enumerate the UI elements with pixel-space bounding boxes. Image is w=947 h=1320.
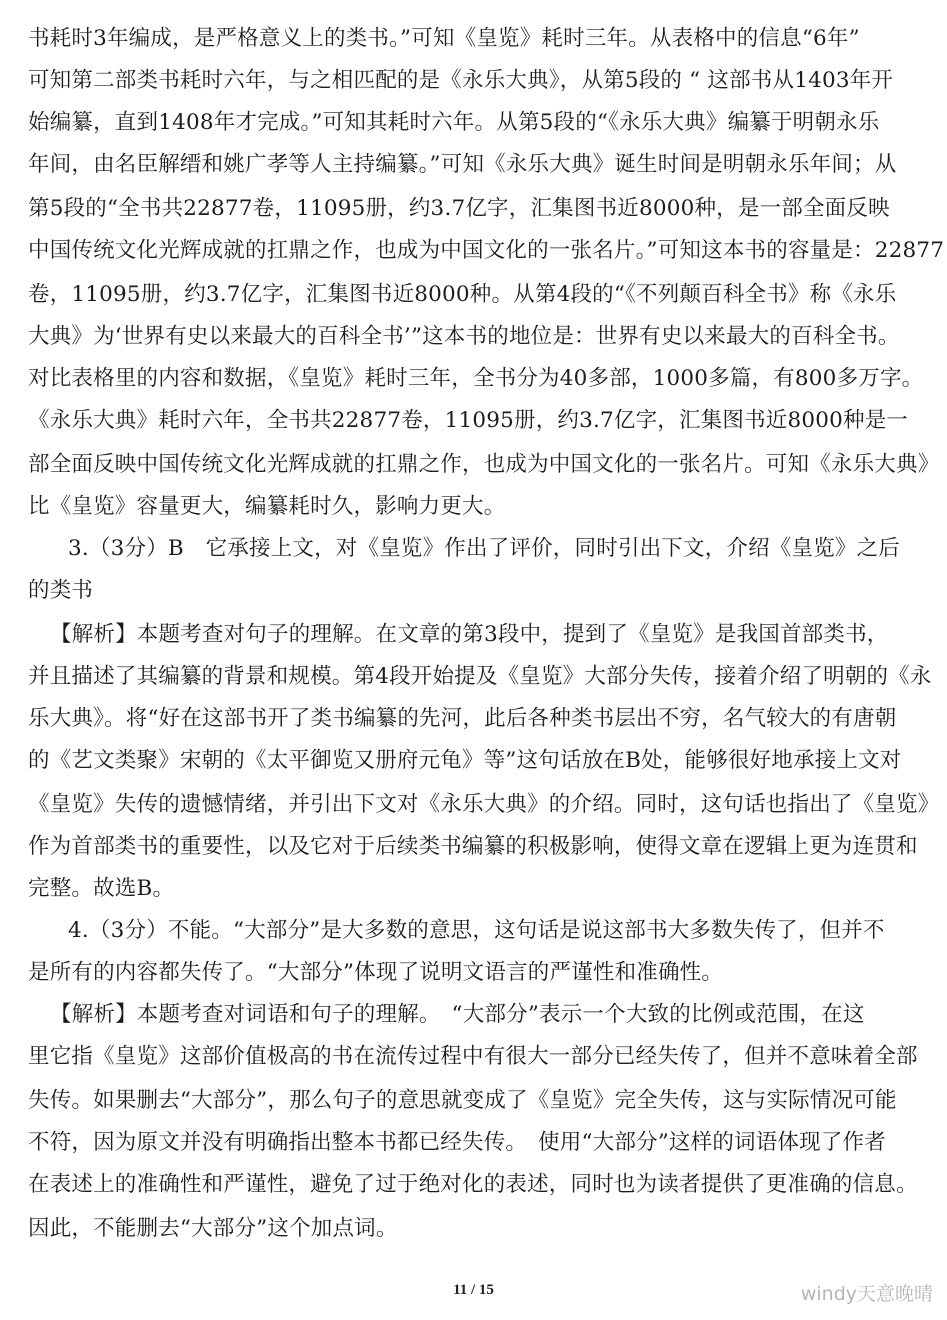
answer-4: 4.（3分）不能。“大部分”是大多数的意思，这句话是说这部书大多数失传了，但并不 [68, 918, 885, 943]
body-line: 书耗时3年编成，是严格意义上的类书。”可知《皇览》耗时三年。从表格中的信息“6年” [28, 26, 860, 51]
page-number: 11 / 15 [453, 1282, 494, 1298]
body-line: 完整。故选B。 [28, 876, 175, 901]
body-line: 卷，11095册，约3.7亿字，汇集图书近8000种。从第4段的“《不列颠百科全书》称《永乐 [28, 282, 897, 307]
body-line: 里它指《皇览》这部价值极高的书在流传过程中有很大一部分已经失传了，但并不意味着全部 [28, 1044, 918, 1069]
body-line: 年间，由名臣解缙和姚广孝等人主持编纂。”可知《永乐大典》诞生时间是明朝永乐年间；从 [28, 152, 897, 177]
body-line: 对比表格里的内容和数据，《皇览》耗时三年，全书分为40多部，1000多篇，有800多万字。 [28, 366, 924, 391]
body-line: 作为首部类书的重要性，以及它对于后续类书编纂的积极影响，使得文章在逻辑上更为连贯和 [28, 834, 918, 859]
answer-3: 3.（3分）B 它承接上文，对《皇览》作出了评价，同时引出下文，介绍《皇览》之后 [68, 536, 900, 561]
body-line: 乐大典》。将“好在这部书开了类书编纂的先河，此后各种类书层出不穷，名气较大的有唐朝 [28, 706, 897, 731]
body-line: 中国传统文化光辉成就的扛鼎之作，也成为中国文化的一张名片。”可知这本书的容量是：22877 [28, 238, 945, 263]
body-line: 是所有的内容都失传了。“大部分”体现了说明文语言的严谨性和准确性。 [28, 960, 724, 985]
body-line: 因此，不能删去“大部分”这个加点词。 [28, 1216, 398, 1241]
body-line: 在表述上的准确性和严谨性，避免了过于绝对化的表述，同时也为读者提供了更准确的信息。 [28, 1172, 918, 1197]
body-line: 部全面反映中国传统文化光辉成就的扛鼎之作，也成为中国文化的一张名片。可知《永乐大典》 [28, 452, 940, 477]
body-line: 比《皇览》容量更大，编纂耗时久，影响力更大。 [28, 494, 506, 519]
body-line: 第5段的“全书共22877卷，11095册，约3.7亿字，汇集图书近8000种，是一部全面反映 [28, 196, 890, 221]
body-line: 始编纂，直到1408年才完成。”可知其耗时六年。从第5段的“《永乐大典》编纂于明朝永乐 [28, 110, 880, 135]
body-line: 《永乐大典》耗时六年，全书共22877卷，11095册，约3.7亿字，汇集图书近8000种是一 [28, 408, 909, 433]
body-line: 的《艺文类聚》宋朝的《太平御览又册府元龟》等”这句话放在B处，能够很好地承接上文对 [28, 748, 902, 773]
body-line: 不符，因为原文并没有明确指出整本书都已经失传。 使用“大部分”这样的词语体现了作者 [28, 1130, 886, 1155]
body-line: 并且描述了其编纂的背景和规模。第4段开始提及《皇览》大部分失传，接着介绍了明朝的《永 [28, 664, 932, 689]
body-line: 失传。如果删去“大部分”，那么句子的意思就变成了《皇览》完全失传，这与实际情况可能 [28, 1088, 897, 1113]
analysis-3-heading: 【解析】本题考查对句子的理解。在文章的第3段中，提到了《皇览》是我国首部类书， [50, 622, 889, 647]
body-line: 的类书 [28, 578, 94, 603]
analysis-4-heading: 【解析】本题考查对词语和句子的理解。 “大部分”表示一个大致的比例或范围，在这 [50, 1002, 865, 1027]
body-line: 可知第二部类书耗时六年，与之相匹配的是《永乐大典》，从第5段的 “ 这部书从1403年开 [28, 68, 894, 93]
body-line: 大典》为‘世界有史以来最大的百科全书’”这本书的地位是：世界有史以来最大的百科全书。 [28, 324, 900, 349]
watermark: windy天意晚晴 [800, 1283, 933, 1305]
body-line: 《皇览》失传的遗憾情绪，并引出下文对《永乐大典》的介绍。同时，这句话也指出了《皇览》 [28, 792, 940, 817]
